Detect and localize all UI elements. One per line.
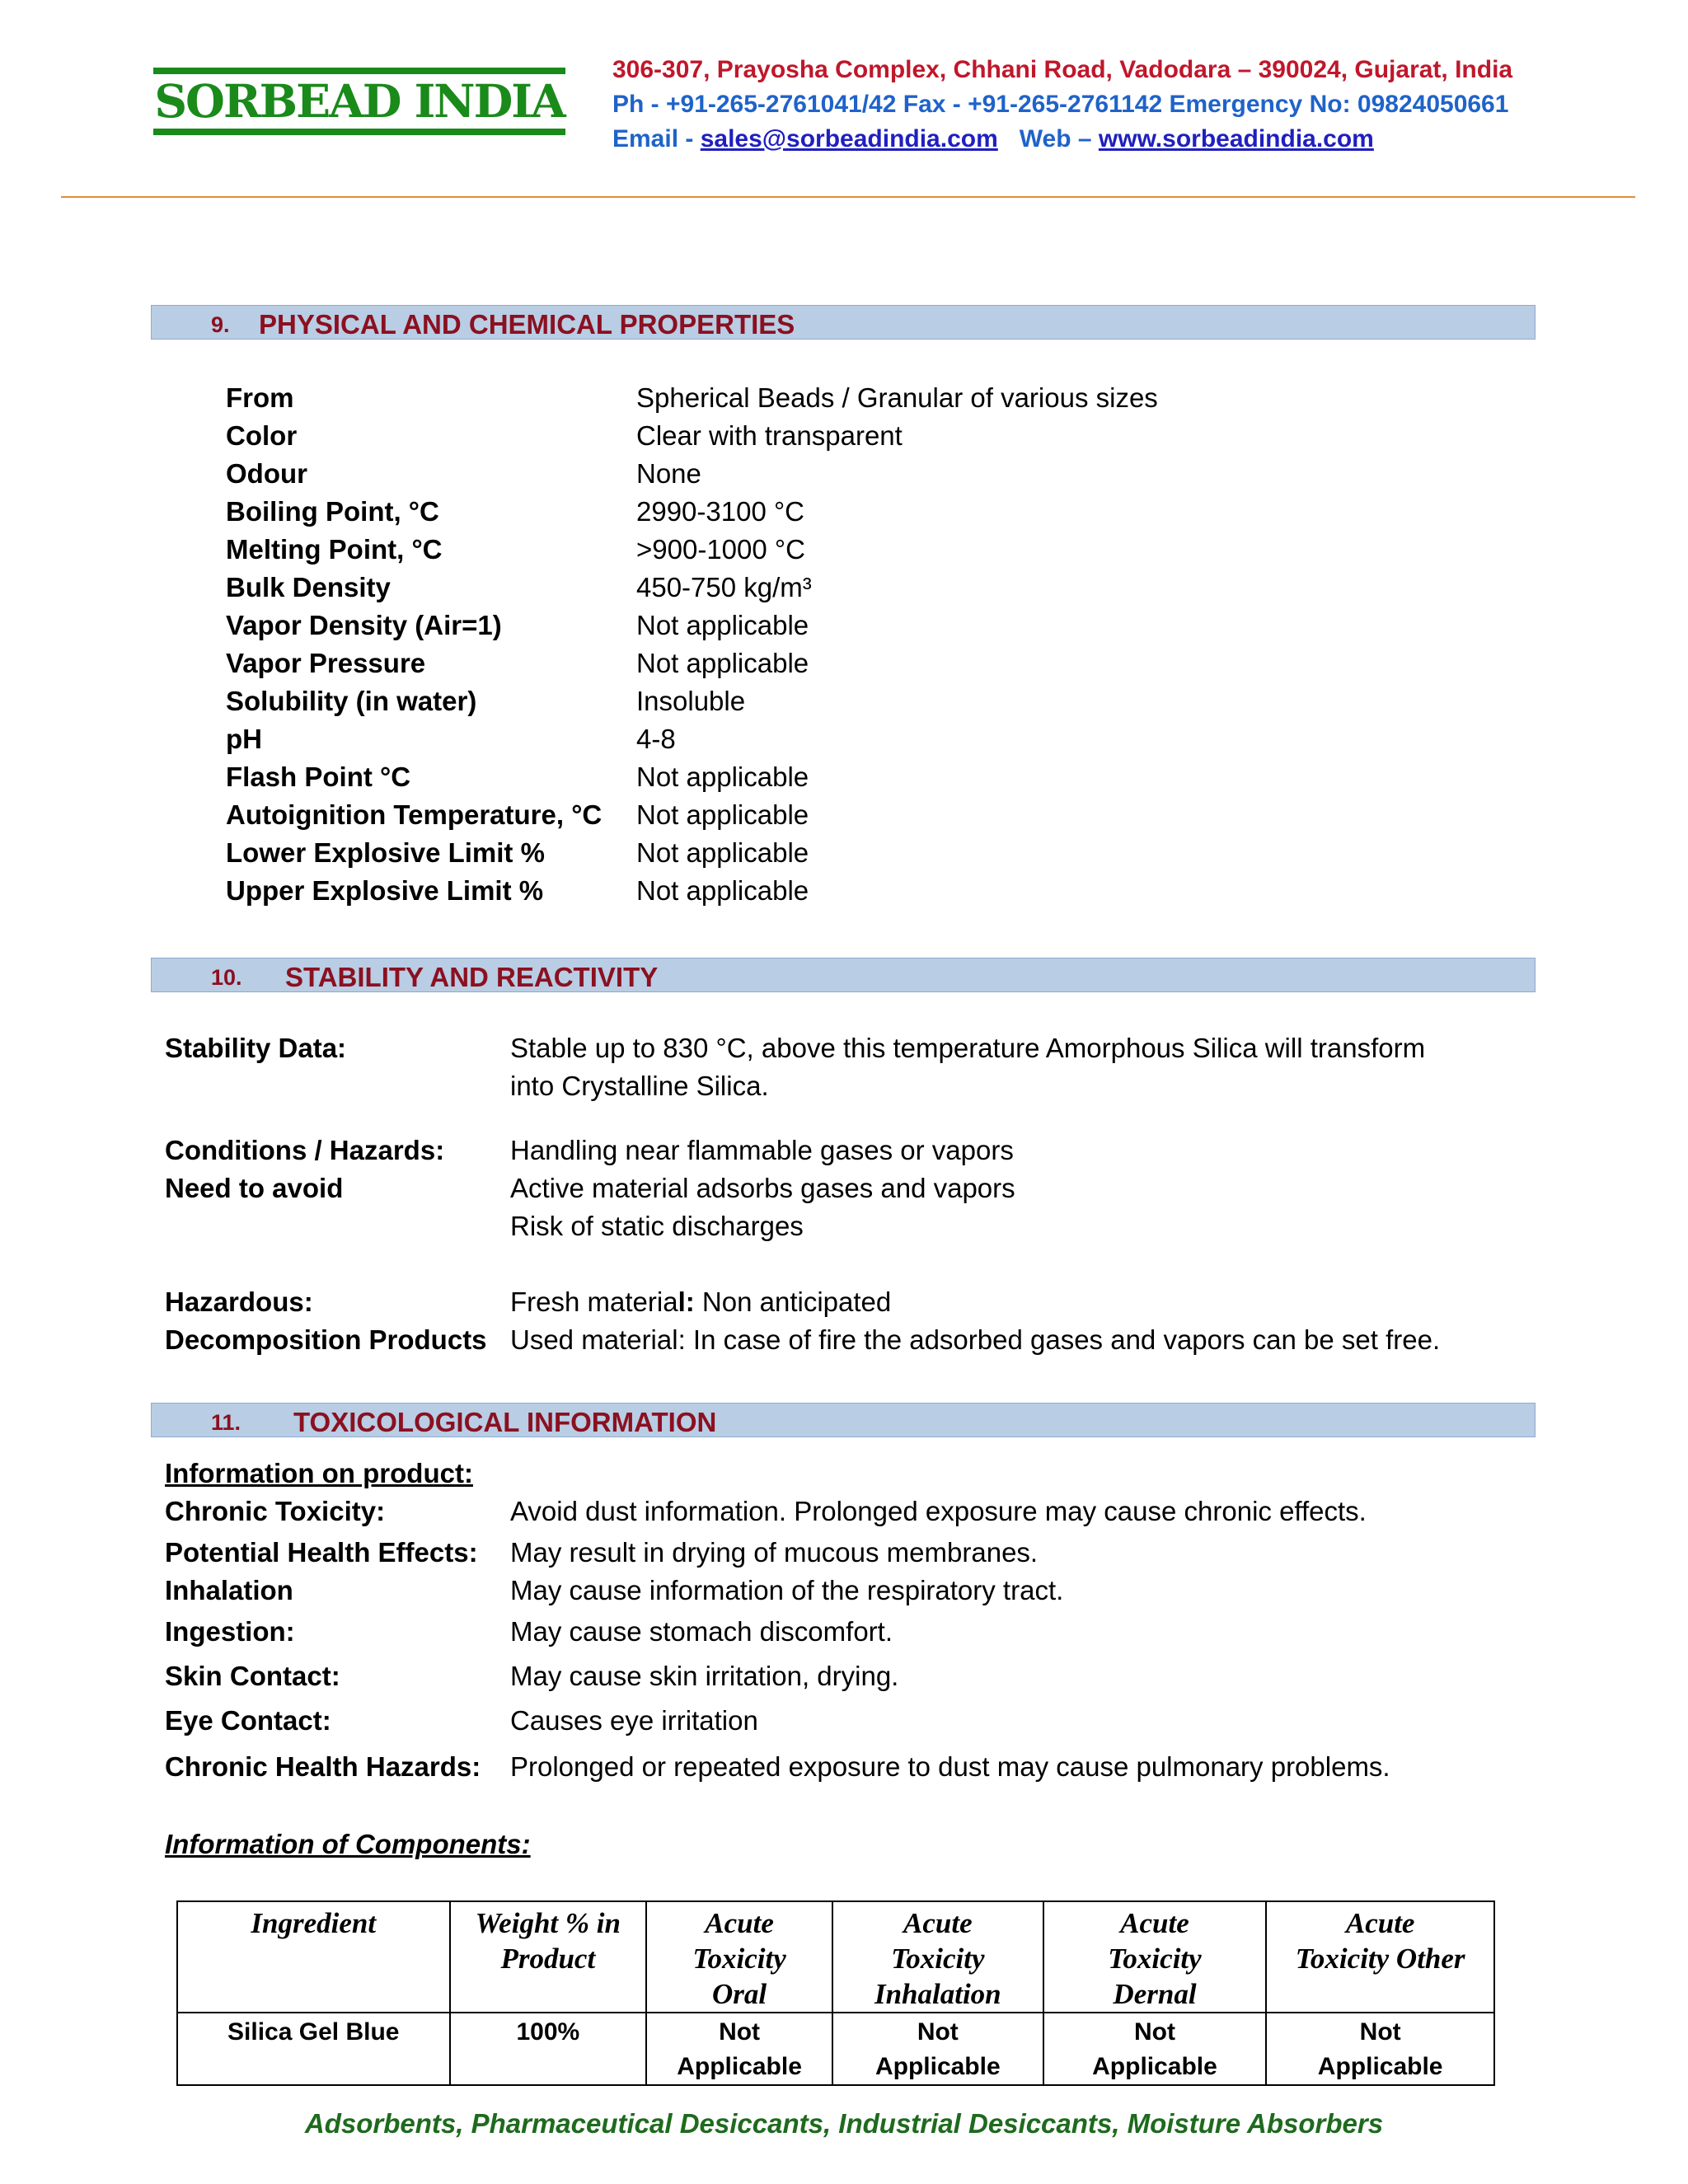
property-label: Solubility (in water)	[226, 686, 477, 716]
table-cell	[646, 2013, 832, 2085]
logo-text: SORBEAD INDIA	[154, 74, 565, 128]
information-of-components-heading: Information of Components:	[165, 1829, 531, 1859]
table-cell	[1043, 2013, 1267, 2085]
section-10-header	[151, 958, 1536, 992]
property-label: Vapor Density (Air=1)	[226, 610, 502, 640]
table-header-row	[177, 1901, 1494, 2013]
section-title: PHYSICAL AND CHEMICAL PROPERTIES	[259, 309, 795, 340]
toxicity-value: May result in drying of mucous membranes.	[510, 1537, 1039, 1568]
toxicity-value: Avoid dust information. Prolonged exposure may cause chronic effects.	[510, 1496, 1367, 1526]
cell-text-line: Product	[500, 1943, 596, 1975]
toxicity-label: Eye Contact:	[165, 1705, 331, 1736]
fresh-material-rest: Non anticipated	[694, 1286, 892, 1317]
cell-text-line: Dernal	[1113, 1978, 1197, 2010]
property-label: pH	[226, 724, 262, 754]
email-web-line	[612, 122, 1512, 157]
web-label: Web –	[1019, 125, 1099, 152]
toxicity-label: Chronic Toxicity:	[165, 1496, 386, 1526]
property-value: Not applicable	[636, 837, 809, 868]
property-label: From	[226, 382, 294, 413]
table-header-cell	[1266, 1901, 1494, 2013]
components-table	[176, 1900, 1495, 2086]
toxicity-label: Inhalation	[165, 1575, 293, 1605]
property-value: Insoluble	[636, 686, 746, 716]
cell-text-line: Applicable	[874, 2053, 1001, 2080]
toxicity-value: May cause information of the respiratory tract.	[510, 1575, 1064, 1605]
fresh-material-colon: l:	[678, 1286, 695, 1317]
property-value: Not applicable	[636, 875, 809, 906]
cell-text-line: Not	[719, 2018, 761, 2046]
condition-item: Active material adsorbs gases and vapors	[510, 1173, 1015, 1203]
property-value: Not applicable	[636, 799, 809, 830]
web-link[interactable]: www.sorbeadindia.com	[1098, 125, 1374, 152]
cell-text-line: Not	[1133, 2018, 1175, 2046]
decomposition-label: Decomposition Products	[165, 1324, 487, 1355]
toxicity-label: Skin Contact:	[165, 1661, 340, 1691]
fresh-material-value	[510, 1286, 891, 1319]
cell-text-line: 100%	[516, 2018, 580, 2046]
property-value: 4-8	[636, 724, 676, 754]
email-label: Email -	[612, 125, 701, 152]
table-cell	[1266, 2013, 1494, 2085]
condition-item: Risk of static discharges	[510, 1211, 804, 1241]
need-to-avoid-label: Need to avoid	[165, 1173, 344, 1203]
table-cell	[832, 2013, 1043, 2085]
table-header-cell	[1043, 1901, 1267, 2013]
table-header-cell	[450, 1901, 647, 2013]
footer-tagline: Adsorbents, Pharmaceutical Desiccants, Industrial Desiccants, Moisture Absorbers	[304, 2108, 1384, 2139]
section-title: STABILITY AND REACTIVITY	[285, 962, 659, 992]
cell-text-line: Not	[917, 2018, 959, 2046]
phone-fax-line: Ph - +91-265-2761041/42 Fax - +91-265-2761142 Emergency No: 09824050661	[612, 91, 1509, 118]
cell-text-line: Ingredient	[251, 1907, 377, 1939]
property-value: Not applicable	[636, 648, 809, 678]
fresh-material-text: Fresh materia	[510, 1286, 678, 1317]
property-value: 2990-3100 °C	[636, 496, 805, 527]
cell-text-line: Silica Gel Blue	[227, 2018, 400, 2046]
cell-text-line: Oral	[711, 1978, 767, 2010]
section-11-header	[151, 1403, 1536, 1437]
property-value: >900-1000 °C	[636, 534, 805, 565]
toxicity-label: Chronic Health Hazards:	[165, 1751, 481, 1782]
company-address: 306-307, Prayosha Complex, Chhani Road, Vadodara – 390024, Gujarat, India	[612, 56, 1513, 83]
stability-value-line1: Stable up to 830 °C, above this temperature Amorphous Silica will transform	[510, 1033, 1426, 1063]
section-number: 10.	[211, 965, 242, 990]
hazardous-label: Hazardous:	[165, 1286, 313, 1317]
information-on-product-heading: Information on product:	[165, 1458, 473, 1488]
cell-text-line: Acute	[1345, 1907, 1415, 1939]
cell-text-line: Weight % in	[475, 1907, 621, 1939]
cell-text-line: Toxicity	[1108, 1943, 1202, 1975]
property-label: Odour	[226, 458, 307, 489]
toxicity-value: May cause skin irritation, drying.	[510, 1661, 899, 1691]
property-label: Bulk Density	[226, 572, 391, 602]
section-9-header	[151, 305, 1536, 340]
property-label: Melting Point, °C	[226, 534, 443, 565]
cell-text-line: Toxicity Other	[1295, 1943, 1465, 1975]
property-label: Boiling Point, °C	[226, 496, 439, 527]
property-value: Not applicable	[636, 762, 809, 792]
email-link[interactable]: sales@sorbeadindia.com	[700, 125, 998, 152]
stability-label: Stability Data:	[165, 1033, 347, 1063]
property-label: Flash Point °C	[226, 762, 411, 792]
cell-text-line: Toxicity	[692, 1943, 786, 1975]
cell-text-line: Inhalation	[874, 1978, 1001, 2010]
section-title: TOXICOLOGICAL INFORMATION	[293, 1407, 717, 1437]
toxicity-value: May cause stomach discomfort.	[510, 1616, 893, 1647]
table-header-cell	[646, 1901, 832, 2013]
property-label: Upper Explosive Limit %	[226, 875, 544, 906]
property-label: Color	[226, 420, 298, 451]
logo-top-bar	[153, 68, 565, 74]
cell-text-line: Toxicity	[891, 1943, 985, 1975]
table-cell	[177, 2013, 450, 2085]
cell-text-line: Applicable	[1092, 2053, 1217, 2080]
logo-bottom-bar	[153, 129, 565, 135]
toxicity-value: Prolonged or repeated exposure to dust may cause pulmonary problems.	[510, 1751, 1390, 1782]
conditions-label: Conditions / Hazards:	[165, 1135, 445, 1165]
property-value: Clear with transparent	[636, 420, 903, 451]
company-logo	[153, 68, 565, 135]
property-value: Spherical Beads / Granular of various sizes	[636, 382, 1158, 413]
contact-block	[612, 53, 1512, 157]
section-number: 9.	[211, 312, 230, 337]
toxicity-value: Causes eye irritation	[510, 1705, 758, 1736]
used-material-value: Used material: In case of fire the adsorbed gases and vapors can be set free.	[510, 1324, 1441, 1355]
cell-text-line: Not	[1359, 2018, 1401, 2046]
condition-item: Handling near flammable gases or vapors	[510, 1135, 1014, 1165]
cell-text-line: Applicable	[1317, 2053, 1443, 2080]
table-row	[177, 2013, 1494, 2085]
section-number: 11.	[211, 1410, 241, 1435]
toxicity-label: Potential Health Effects:	[165, 1537, 478, 1568]
cell-text-line: Applicable	[677, 2053, 802, 2080]
header-divider	[61, 196, 1635, 198]
property-label: Vapor Pressure	[226, 648, 426, 678]
toxicity-label: Ingestion:	[165, 1616, 295, 1647]
property-label: Autoignition Temperature, °C	[226, 799, 603, 830]
cell-text-line: Acute	[1120, 1907, 1189, 1939]
property-value: 450-750 kg/m³	[636, 572, 812, 602]
table-cell	[450, 2013, 647, 2085]
property-label: Lower Explosive Limit %	[226, 837, 545, 868]
table-header-cell	[832, 1901, 1043, 2013]
table-header-cell	[177, 1901, 450, 2013]
property-value: None	[636, 458, 701, 489]
stability-value-line2: into Crystalline Silica.	[510, 1071, 769, 1101]
cell-text-line: Acute	[903, 1907, 973, 1939]
cell-text-line: Acute	[705, 1907, 774, 1939]
property-value: Not applicable	[636, 610, 809, 640]
